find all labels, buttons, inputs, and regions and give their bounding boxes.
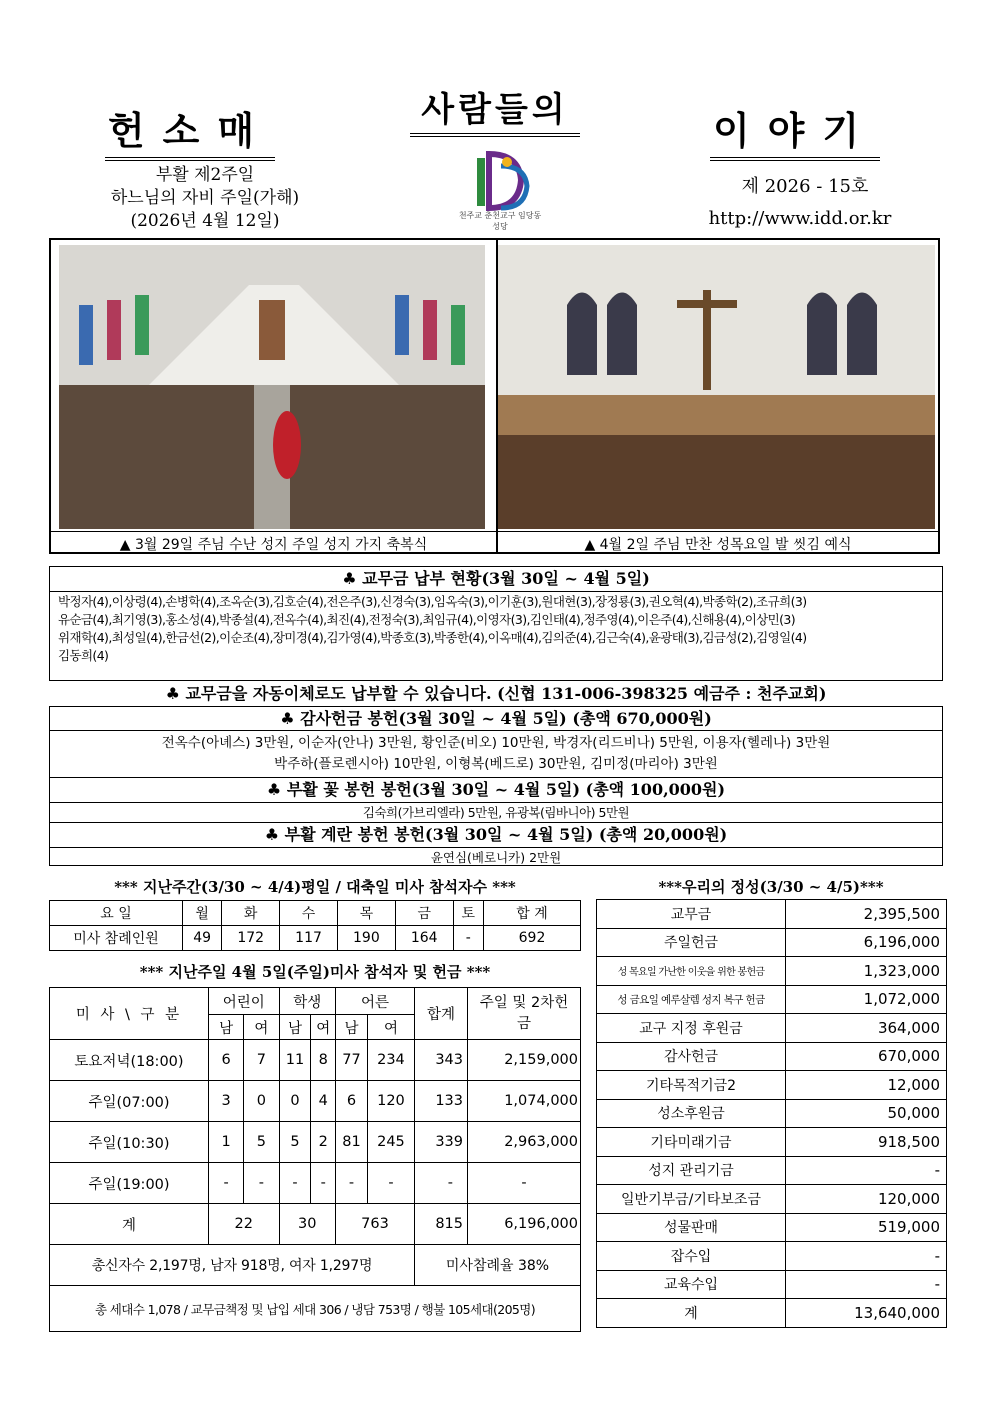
- weekday-header-row: [50, 901, 581, 926]
- weekday-header-cell: 요 일: [50, 901, 183, 926]
- weekday-header-cell: 화: [222, 901, 280, 926]
- weekday-cell: 692: [484, 926, 581, 951]
- weekday-table: [49, 900, 581, 951]
- finance-row: [597, 1185, 947, 1214]
- sunday-header-female: 여: [311, 1015, 336, 1040]
- finance-row: [597, 1099, 947, 1128]
- finance-row: [597, 1042, 947, 1071]
- sunday-cell: 0: [244, 1081, 279, 1122]
- sunday-members-row: [50, 1245, 581, 1286]
- auto-transfer-notice: ♣ 교무금을 자동이체로도 납부할 수 있습니다. (신협 131-006-398325 예금주 : 천주교회): [165, 684, 827, 703]
- sunday-sum-child: 22: [209, 1204, 280, 1245]
- sunday-rate: 미사참례율 38%: [415, 1245, 581, 1286]
- weekday-cell: 117: [280, 926, 338, 951]
- sunday-cell: 토요저녁(18:00): [50, 1040, 209, 1081]
- dues-title: ♣ 교무금 납부 현황(3월 30일 ~ 4월 5일): [50, 567, 942, 592]
- sunday-row: [50, 1081, 581, 1122]
- weekday-cell: 172: [222, 926, 280, 951]
- sunday-cell: 7: [244, 1040, 279, 1081]
- dues-list: [50, 592, 942, 666]
- sunday-cell: 1: [209, 1122, 244, 1163]
- finance-amount: 1,323,000: [786, 957, 947, 986]
- finance-amount: 364,000: [786, 1014, 947, 1043]
- weekday-header-cell: 금: [395, 901, 453, 926]
- finance-label: 성지 관리기금: [597, 1156, 786, 1185]
- weekday-cell: 190: [337, 926, 395, 951]
- week-date: (2026년 4월 12일): [130, 211, 280, 231]
- dues-line: 박정자(4),이상령(4),손병학(4),조옥순(3),김호순(4),전은주(3),신경숙(3),임옥숙(3),이기훈(3),원대현(3),장정룡(3),권오혁(4),박종학(2),조규희(3): [58, 594, 807, 609]
- finance-row: [597, 1014, 947, 1043]
- center-title: 사람들의: [410, 82, 580, 137]
- finance-amount: 918,500: [786, 1128, 947, 1157]
- sunday-header-female: 여: [367, 1015, 414, 1040]
- left-title: 헌소매: [105, 100, 275, 161]
- finance-row: [597, 900, 947, 929]
- sunday-cell: -: [468, 1163, 581, 1204]
- finance-amount: -: [786, 1270, 947, 1299]
- parish-logo: [455, 148, 545, 231]
- finance-row: [597, 1071, 947, 1100]
- finance-amount: -: [786, 1242, 947, 1271]
- finance-label: 성소후원금: [597, 1099, 786, 1128]
- sunday-cell: -: [311, 1163, 336, 1204]
- finance-amount: 120,000: [786, 1185, 947, 1214]
- sunday-cell: -: [209, 1163, 244, 1204]
- sunday-cell: 2,963,000: [468, 1122, 581, 1163]
- sunday-cell: 2: [311, 1122, 336, 1163]
- finance-label: 교구 지정 후원금: [597, 1014, 786, 1043]
- finance-amount: 12,000: [786, 1071, 947, 1100]
- sunday-cell: 8: [311, 1040, 336, 1081]
- sunday-cell: 343: [415, 1040, 468, 1081]
- caption-right: ▲ 4월 2일 주님 만찬 성목요일 발 씻김 예식: [584, 537, 852, 553]
- caption-left: ▲ 3월 29일 주님 수난 성지 주일 성지 가지 축복식: [119, 537, 428, 553]
- thanks-list: [50, 731, 942, 778]
- sunday-header-category: 미 사 \ 구 분: [50, 988, 209, 1040]
- sunday-sum-label: 계: [50, 1204, 209, 1245]
- thanks-line: 전옥수(아녜스) 3만원, 이순자(안나) 3만원, 황인준(비오) 10만원, 박경자(리드비나) 5만원, 이용자(헬레나) 3만원: [161, 735, 831, 751]
- finance-label: 기타미래기금: [597, 1128, 786, 1157]
- sunday-header-male: 남: [279, 1015, 311, 1040]
- finance-total-row: [597, 1299, 947, 1328]
- finance-amount: 13,640,000: [786, 1299, 947, 1328]
- finance-amount: 6,196,000: [786, 928, 947, 957]
- finance-row: [597, 1128, 947, 1157]
- photo-holy-thursday: [497, 245, 935, 529]
- website-link[interactable]: http://www.idd.or.kr: [708, 208, 892, 229]
- sunday-cell: 120: [367, 1081, 414, 1122]
- sunday-sum-row: [50, 1204, 581, 1245]
- finance-label: 교무금: [597, 900, 786, 929]
- sunday-cell: 81: [336, 1122, 368, 1163]
- dues-box: [49, 566, 943, 681]
- sunday-header-adult: 어른: [336, 988, 415, 1015]
- photo-divider: [496, 240, 498, 554]
- sunday-row: [50, 1163, 581, 1204]
- finance-label: 주일헌금: [597, 928, 786, 957]
- finance-label: 잡수입: [597, 1242, 786, 1271]
- weekday-cell: 49: [183, 926, 222, 951]
- finance-amount: 1,072,000: [786, 985, 947, 1014]
- sunday-households: 총 세대수 1,078 / 교무금책정 및 납입 세대 306 / 냉담 753명 / 행불 105세대(205명): [50, 1286, 581, 1332]
- week-line2: 하느님의 자비 주일(가해): [110, 188, 300, 208]
- finance-label: 성 목요일 가난한 이웃을 위한 봉헌금: [597, 957, 786, 986]
- sunday-cell: 주일(10:30): [50, 1122, 209, 1163]
- weekday-header-cell: 목: [337, 901, 395, 926]
- photo-section: [49, 238, 940, 554]
- finance-amount: 50,000: [786, 1099, 947, 1128]
- sunday-table: [49, 987, 581, 1332]
- sunday-sum-student: 30: [279, 1204, 336, 1245]
- sunday-members: 총신자수 2,197명, 남자 918명, 여자 1,297명: [50, 1245, 415, 1286]
- sunday-cell: 11: [279, 1040, 311, 1081]
- finance-row: [597, 985, 947, 1014]
- sunday-cell: 1,074,000: [468, 1081, 581, 1122]
- sunday-header-male: 남: [209, 1015, 244, 1040]
- finance-title: ***우리의 정성(3/30 ~ 4/5)***: [658, 878, 884, 896]
- sunday-header-total: 합계: [415, 988, 468, 1040]
- logo-text: 천주교 춘천교구 임당동성당: [458, 211, 542, 231]
- finance-label: 기타목적기금2: [597, 1071, 786, 1100]
- finance-row: [597, 1213, 947, 1242]
- sunday-cell: -: [415, 1163, 468, 1204]
- dues-line: 유순금(4),최기영(3),홍소성(4),박종설(4),전옥수(4),최진(4),전정숙(3),최임규(4),이영자(3),김인태(4),정주영(4),이은주(4),신해용(4),이상민(3): [58, 612, 796, 627]
- sunday-sum-total: 815: [415, 1204, 468, 1245]
- sunday-title: *** 지난주일 4월 5일(주일)미사 참석자 및 헌금 ***: [139, 963, 491, 981]
- finance-row: [597, 1270, 947, 1299]
- finance-amount: 519,000: [786, 1213, 947, 1242]
- sunday-sum-adult: 763: [336, 1204, 415, 1245]
- sunday-cell: 0: [279, 1081, 311, 1122]
- offerings-box: [49, 706, 943, 866]
- finance-amount: 670,000: [786, 1042, 947, 1071]
- sunday-cell: 234: [367, 1040, 414, 1081]
- sunday-cell: 77: [336, 1040, 368, 1081]
- sunday-cell: 2,159,000: [468, 1040, 581, 1081]
- sunday-header-student: 학생: [279, 988, 336, 1015]
- weekday-cell: -: [453, 926, 483, 951]
- finance-label: 성물판매: [597, 1213, 786, 1242]
- weekday-header-cell: 토: [453, 901, 483, 926]
- eggs-title: ♣ 부활 계란 봉헌 봉헌(3월 30일 ~ 4월 5일) (총액 20,000원): [50, 823, 942, 848]
- finance-row: [597, 957, 947, 986]
- sunday-cell: 6: [209, 1040, 244, 1081]
- finance-row: [597, 1156, 947, 1185]
- sunday-cell: 5: [279, 1122, 311, 1163]
- right-title: 이야기: [710, 100, 880, 161]
- finance-label: 감사헌금: [597, 1042, 786, 1071]
- sunday-cell: 245: [367, 1122, 414, 1163]
- weekday-header-cell: 수: [280, 901, 338, 926]
- finance-label: 계: [597, 1299, 786, 1328]
- weekday-cell: 164: [395, 926, 453, 951]
- week-info: [80, 164, 330, 233]
- sunday-row: [50, 1122, 581, 1163]
- sunday-cell: 4: [311, 1081, 336, 1122]
- sunday-sum-offering: 6,196,000: [468, 1204, 581, 1245]
- sunday-cell: 133: [415, 1081, 468, 1122]
- flowers-title: ♣ 부활 꽃 봉헌 봉헌(3월 30일 ~ 4월 5일) (총액 100,000원): [50, 778, 942, 803]
- finance-label: 성 금요일 예루살렘 성지 복구 헌금: [597, 985, 786, 1014]
- sunday-cell: -: [244, 1163, 279, 1204]
- sunday-header-female: 여: [244, 1015, 279, 1040]
- flowers-line: 김숙희(가브리엘라) 5만원, 유광복(림바니아) 5만원: [50, 803, 942, 823]
- finance-row: [597, 928, 947, 957]
- photo-palm-sunday-image: [59, 245, 485, 529]
- week-line1: 부활 제2주일: [155, 165, 255, 185]
- weekday-data-row: [50, 926, 581, 951]
- sunday-cell: 주일(19:00): [50, 1163, 209, 1204]
- sunday-households-row: [50, 1286, 581, 1332]
- sunday-cell: 5: [244, 1122, 279, 1163]
- sunday-cell: -: [279, 1163, 311, 1204]
- weekday-title: *** 지난주간(3/30 ~ 4/4)평일 / 대축일 미사 참석자수 ***: [114, 878, 516, 896]
- sunday-row: [50, 1040, 581, 1081]
- sunday-cell: 3: [209, 1081, 244, 1122]
- sunday-cell: -: [336, 1163, 368, 1204]
- dues-line: 김동희(4): [58, 648, 109, 663]
- sunday-header-child: 어린이: [209, 988, 280, 1015]
- finance-label: 교육수입: [597, 1270, 786, 1299]
- sunday-cell: -: [367, 1163, 414, 1204]
- finance-amount: 2,395,500: [786, 900, 947, 929]
- eggs-line: 윤연심(베로니카) 2만원: [430, 850, 562, 865]
- sunday-cell: 339: [415, 1122, 468, 1163]
- issue-number: 제 2026 - 15호: [741, 176, 869, 197]
- photo-palm-sunday: [59, 245, 485, 529]
- thanks-line: 박주하(플로렌시아) 10만원, 이형복(베드로) 30만원, 김미정(마리아) 3만원: [274, 756, 718, 772]
- weekday-cell: 미사 참례인원: [50, 926, 183, 951]
- sunday-header-row: [50, 988, 581, 1015]
- sunday-cell: 6: [336, 1081, 368, 1122]
- finance-table: [596, 899, 947, 1328]
- photo-holy-thursday-image: [497, 245, 935, 529]
- sunday-header-offering: 주일 및 2차헌금: [468, 988, 581, 1040]
- dues-line: 위재학(4),최성일(4),한금선(2),이순조(4),장미경(4),김가영(4),박종호(3),박종한(4),이옥매(4),김의준(4),김근숙(4),윤광태(3),김금성(2),김영일(4): [58, 630, 807, 645]
- caption-line: [51, 531, 938, 532]
- finance-label: 일반기부금/기타보조금: [597, 1185, 786, 1214]
- sunday-header-male: 남: [336, 1015, 368, 1040]
- sunday-cell: 주일(07:00): [50, 1081, 209, 1122]
- thanks-title: ♣ 감사헌금 봉헌(3월 30일 ~ 4월 5일) (총액 670,000원): [50, 707, 942, 731]
- weekday-header-cell: 월: [183, 901, 222, 926]
- finance-amount: -: [786, 1156, 947, 1185]
- finance-row: [597, 1242, 947, 1271]
- weekday-header-cell: 합 계: [484, 901, 581, 926]
